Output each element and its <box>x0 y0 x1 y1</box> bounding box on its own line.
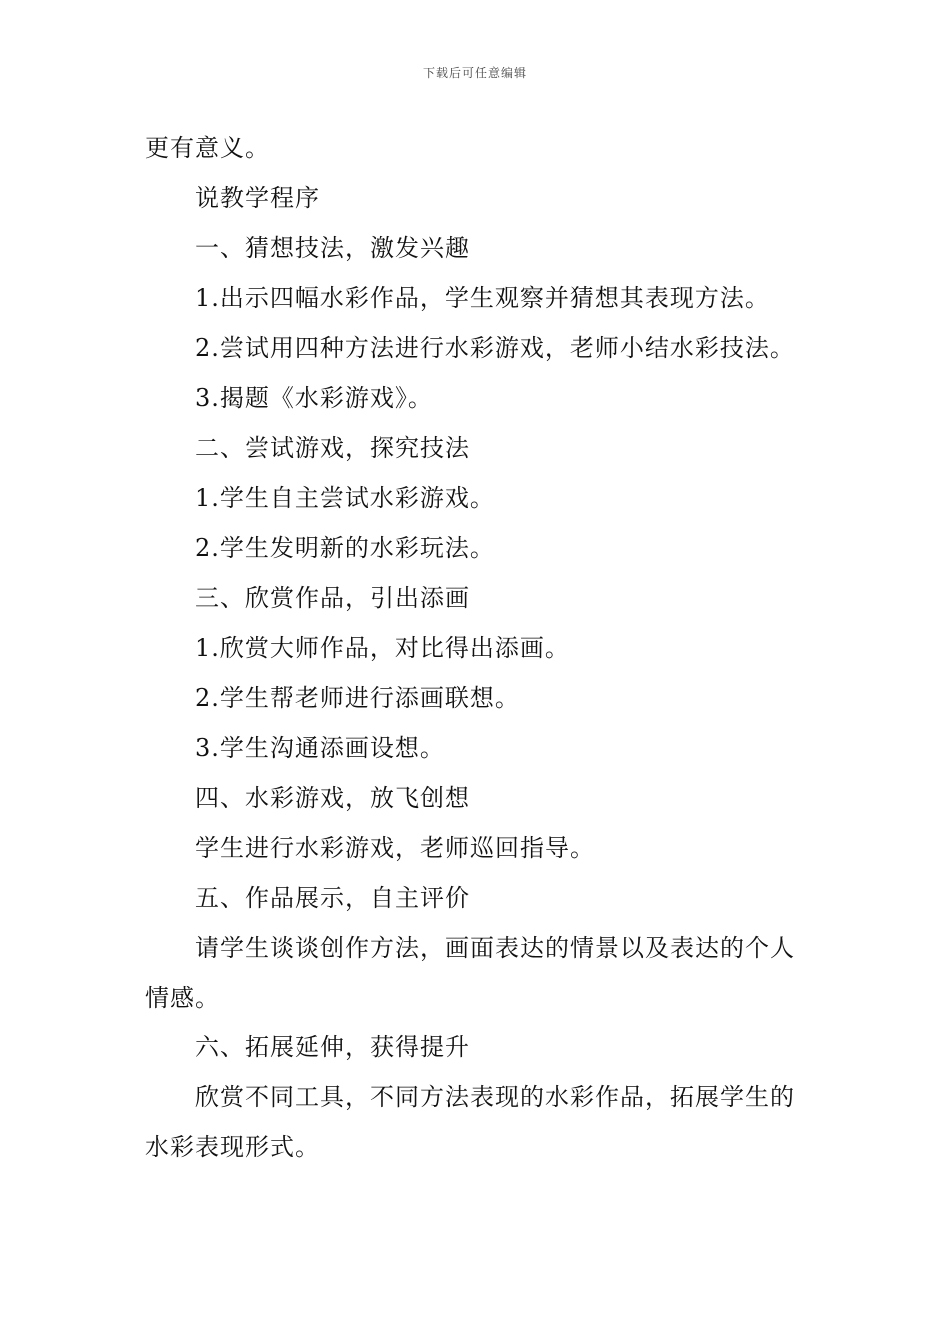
step-item: 2.学生发明新的水彩玩法。 <box>195 534 495 562</box>
step-heading-5: 五、作品展示，自主评价 <box>195 884 470 912</box>
step-item: 1.出示四幅水彩作品，学生观察并猜想其表现方法。 <box>195 284 770 312</box>
step-item: 3.学生沟通添画设想。 <box>195 734 445 762</box>
step-heading-3: 三、欣赏作品，引出添画 <box>195 584 470 612</box>
page-header: 下载后可任意编辑 <box>422 66 527 80</box>
step-heading-1: 一、猜想技法，激发兴趣 <box>195 234 470 262</box>
step-item: 2.学生帮老师进行添画联想。 <box>195 684 520 712</box>
step-heading-6: 六、拓展延伸，获得提升 <box>195 1033 470 1061</box>
step-item: 2.尝试用四种方法进行水彩游戏，老师小结水彩技法。 <box>195 334 795 362</box>
step-heading-2: 二、尝试游戏，探究技法 <box>195 434 470 462</box>
continued-text-line: 更有意义。 <box>145 134 270 162</box>
step-item: 3.揭题《水彩游戏》。 <box>195 384 433 412</box>
step-heading-4: 四、水彩游戏，放飞创想 <box>195 784 470 812</box>
paragraph-evaluation: 请学生谈谈创作方法，画面表达的情景以及表达的个人情感。 <box>145 934 795 1012</box>
section-title: 说教学程序 <box>195 184 320 212</box>
step-item: 1.欣赏大师作品，对比得出添画。 <box>195 634 570 662</box>
step-item: 学生进行水彩游戏，老师巡回指导。 <box>195 834 595 862</box>
step-item: 1.学生自主尝试水彩游戏。 <box>195 484 495 512</box>
paragraph-extension: 欣赏不同工具，不同方法表现的水彩作品，拓展学生的水彩表现形式。 <box>145 1083 795 1161</box>
